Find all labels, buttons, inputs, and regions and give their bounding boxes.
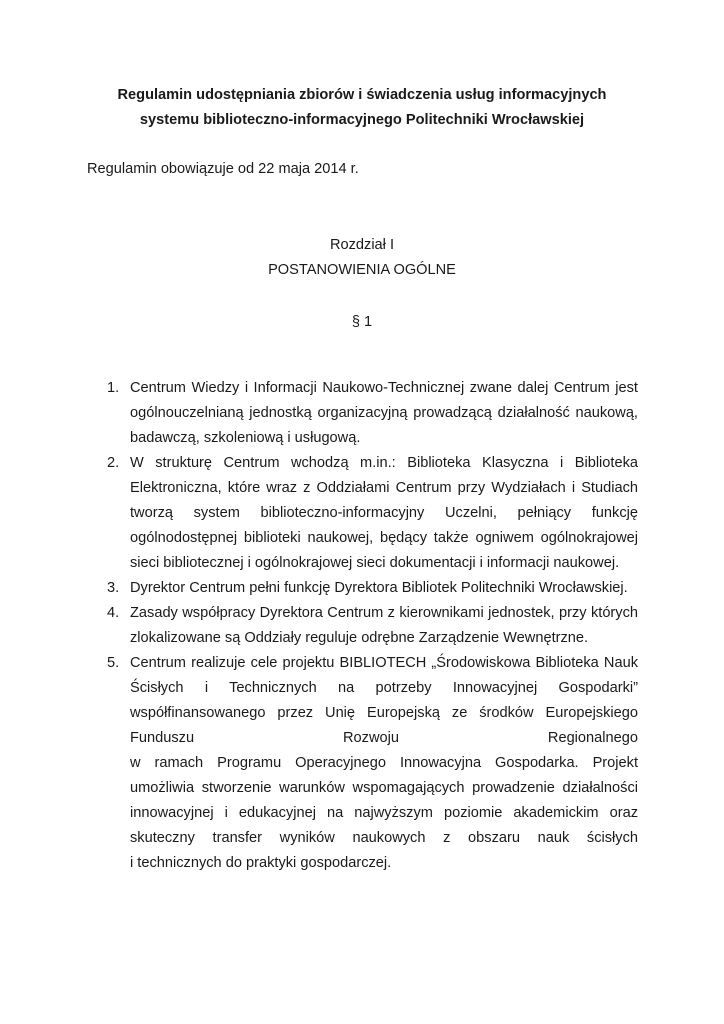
list-item [0, 376, 638, 451]
list-item-line: Centrum realizuje cele projektu BIBLIOTECH „Środowiskowa Biblioteka Nauk [130, 655, 638, 671]
list-item-line: Dyrektor Centrum pełni funkcję Dyrektora Bibliotek Politechniki Wrocławskiej. [130, 580, 628, 596]
list-item-line: tworzą system biblioteczno-informacyjny Uczelni, pełniący funkcję [130, 505, 638, 521]
list-item-line: Elektroniczna, które wraz z Oddziałami Centrum przy Wydziałach i Studiach [130, 480, 638, 496]
list-item-number: 2. [107, 455, 120, 471]
list-item-line: współfinansowanego przez Unię Europejską ze środków Europejskiego [130, 705, 638, 721]
title-line-1: Regulamin udostępniania zbiorów i świadczenia usług informacyjnych [117, 87, 607, 103]
chapter-name: POSTANOWIENIA OGÓLNE [268, 262, 456, 278]
list-item-line: Funduszu Rozwoju Regionalnego [130, 730, 638, 746]
chapter-label: Rozdział I [329, 237, 395, 253]
list-item-line: umożliwia stworzenie warunków wspomagających prowadzenie działalności [130, 780, 638, 796]
list-item-line: skuteczny transfer wyników naukowych z obszaru nauk ścisłych [130, 830, 638, 846]
numbered-list [0, 376, 724, 876]
list-item-line: ogólnodostępnej biblioteki naukowej, będący także ogniwem ogólnokrajowej [130, 530, 638, 546]
list-item-line: Ścisłych i Technicznych na potrzeby Innowacyjnej Gospodarki” [130, 680, 638, 696]
list-item-line: sieci bibliotecznej i ogólnokrajowej sieci dokumentacji i informacji naukowej. [130, 555, 620, 571]
list-item-number: 4. [107, 605, 120, 621]
effective-date: Regulamin obowiązuje od 22 maja 2014 r. [87, 161, 359, 177]
list-item [0, 576, 638, 601]
list-item-line: Centrum Wiedzy i Informacji Naukowo-Technicznej zwane dalej Centrum jest [130, 380, 638, 396]
list-item-line: w ramach Programu Operacyjnego Innowacyjna Gospodarka. Projekt [130, 755, 638, 771]
list-item [0, 451, 638, 576]
list-item-line: Zasady współpracy Dyrektora Centrum z kierownikami jednostek, przy których [130, 605, 638, 621]
list-item-number: 3. [107, 580, 120, 596]
list-item-number: 1. [107, 380, 120, 396]
chapter-heading [86, 233, 638, 283]
list-item-line: ogólnouczelnianą jednostką organizacyjną prowadzącą działalność naukową, [130, 405, 638, 421]
paragraph-mark: § 1 [351, 314, 373, 330]
title-line-2: systemu biblioteczno-informacyjnego Politechniki Wrocławskiej [139, 112, 585, 128]
list-item [0, 651, 638, 876]
list-item-line: W strukturę Centrum wchodzą m.in.: Biblioteka Klasyczna i Biblioteka [130, 455, 638, 471]
list-item-line: i technicznych do praktyki gospodarczej. [130, 855, 392, 871]
list-item-line: badawczą, szkoleniową i usługową. [130, 430, 361, 446]
list-item-line: zlokalizowane są Oddziały reguluje odrębne Zarządzenie Wewnętrzne. [130, 630, 589, 646]
list-item [0, 601, 638, 651]
document-title [86, 83, 638, 133]
list-item-line: innowacyjnej i edukacyjnej na najwyższym poziomie akademickim oraz [130, 805, 638, 821]
list-item-number: 5. [107, 655, 120, 671]
